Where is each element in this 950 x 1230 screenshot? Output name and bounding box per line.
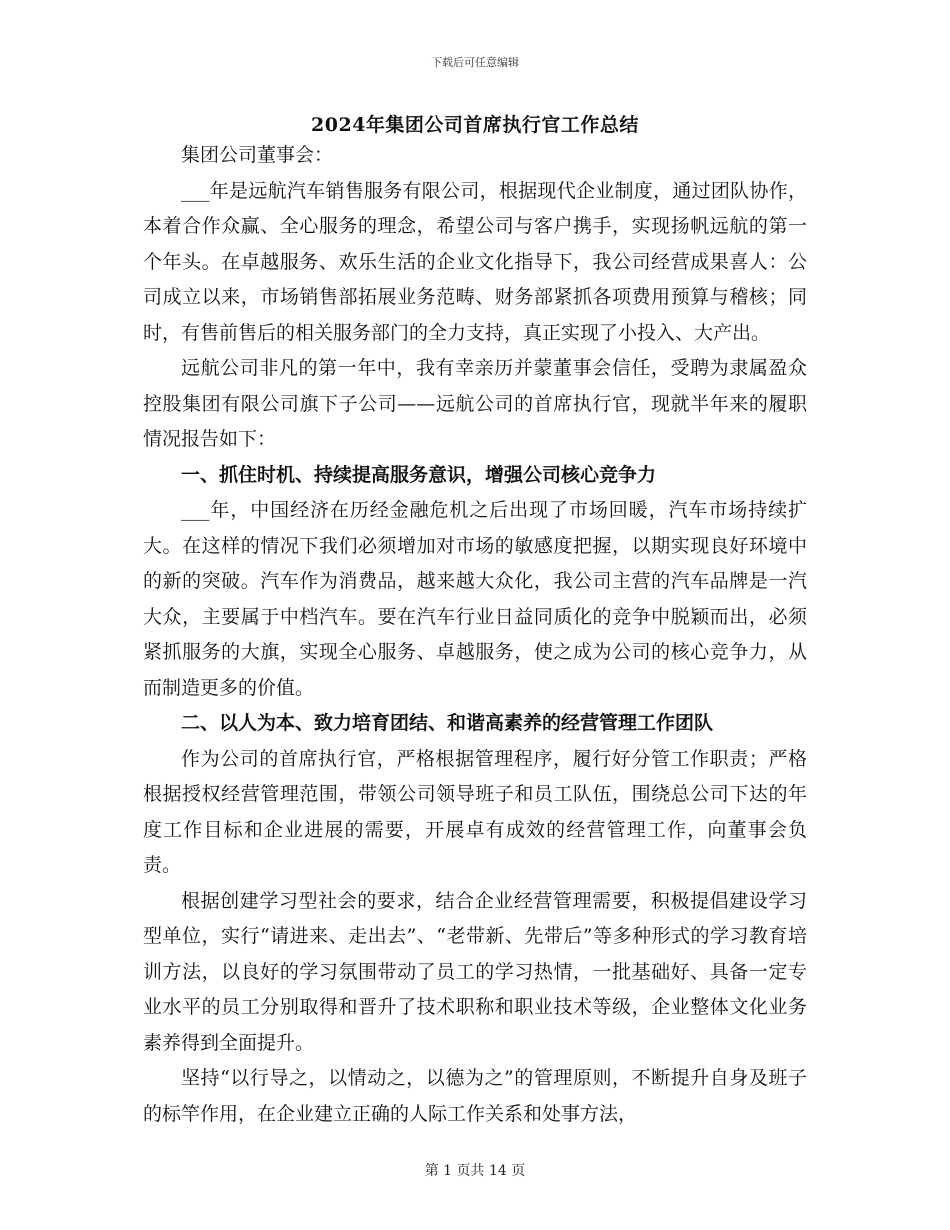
paragraph: ___年，中国经济在历经金融危机之后出现了市场回暖，汽车市场持续扩大。在这样的情况下我们必须增加对市场的敏感度把握，以期实现良好环境中的新的突破。汽车作为消费品，越来越大众化，我公司主营的汽车品牌是一汽大众，主要属于中档汽车。要在汽车行业日益同质化的竞争中脱颖而出，必须紧抓服务的大旗，实现全心服务、卓越服务，使之成为公司的核心竞争力，从而制造更多的价值。 bbox=[143, 499, 807, 699]
paragraph: 远航公司非凡的第一年中，我有幸亲历并蒙董事会信任，受聘为隶属盈众控股集团有限公司旗下子公司——远航公司的首席执行官，现就半年来的履职情况报告如下： bbox=[143, 357, 807, 450]
page-number: 第 1 页共 14 页 bbox=[424, 1163, 526, 1179]
paragraph: 坚持“以行导之，以情动之，以德为之”的管理原则，不断提升自身及班子的标竿作用，在企业建立正确的人际工作关系和处事方法， bbox=[143, 1067, 807, 1125]
salutation: 集团公司董事会： bbox=[181, 144, 334, 166]
document-body bbox=[143, 138, 807, 1132]
section-heading: 二、以人为本、致力培育团结、和谐高素养的经营管理工作团队 bbox=[181, 712, 714, 734]
header-note: 下载后可任意编辑 bbox=[431, 56, 519, 69]
paragraph: 作为公司的首席执行官，严格根据管理程序，履行好分管工作职责；严格根据授权经营管理范围，带领公司领导班子和员工队伍，围绕总公司下达的年度工作目标和企业进展的需要，开展卓有成效的经营管理工作，向董事会负责。 bbox=[143, 747, 807, 876]
section-heading: 一、抓住时机、持续提高服务意识，增强公司核心竞争力 bbox=[181, 463, 657, 486]
paragraph: 根据创建学习型社会的要求，结合企业经营管理需要，积极提倡建设学习型单位，实行“请进来、走出去”、“老带新、先带后”等多种形式的学习教育培训方法，以良好的学习氛围带动了员工的学习热情，一批基础好、具备一定专业水平的员工分别取得和晋升了技术职称和职业技术等级，企业整体文化业务素养得到全面提升。 bbox=[143, 889, 807, 1054]
paragraph: ___年是远航汽车销售服务有限公司，根据现代企业制度，通过团队协作，本着合作众赢、全心服务的理念，希望公司与客户携手，实现扬帆远航的第一个年头。在卓越服务、欢乐生活的企业文化指导下，我公司经营成果喜人：公司成立以来，市场销售部拓展业务范畴、财务部紧抓各项费用预算与稽核；同时，有售前售后的相关服务部门的全力支持，真正实现了小投入、大产出。 bbox=[143, 179, 807, 344]
document-title: 2024年集团公司首席执行官工作总结 bbox=[311, 114, 639, 136]
